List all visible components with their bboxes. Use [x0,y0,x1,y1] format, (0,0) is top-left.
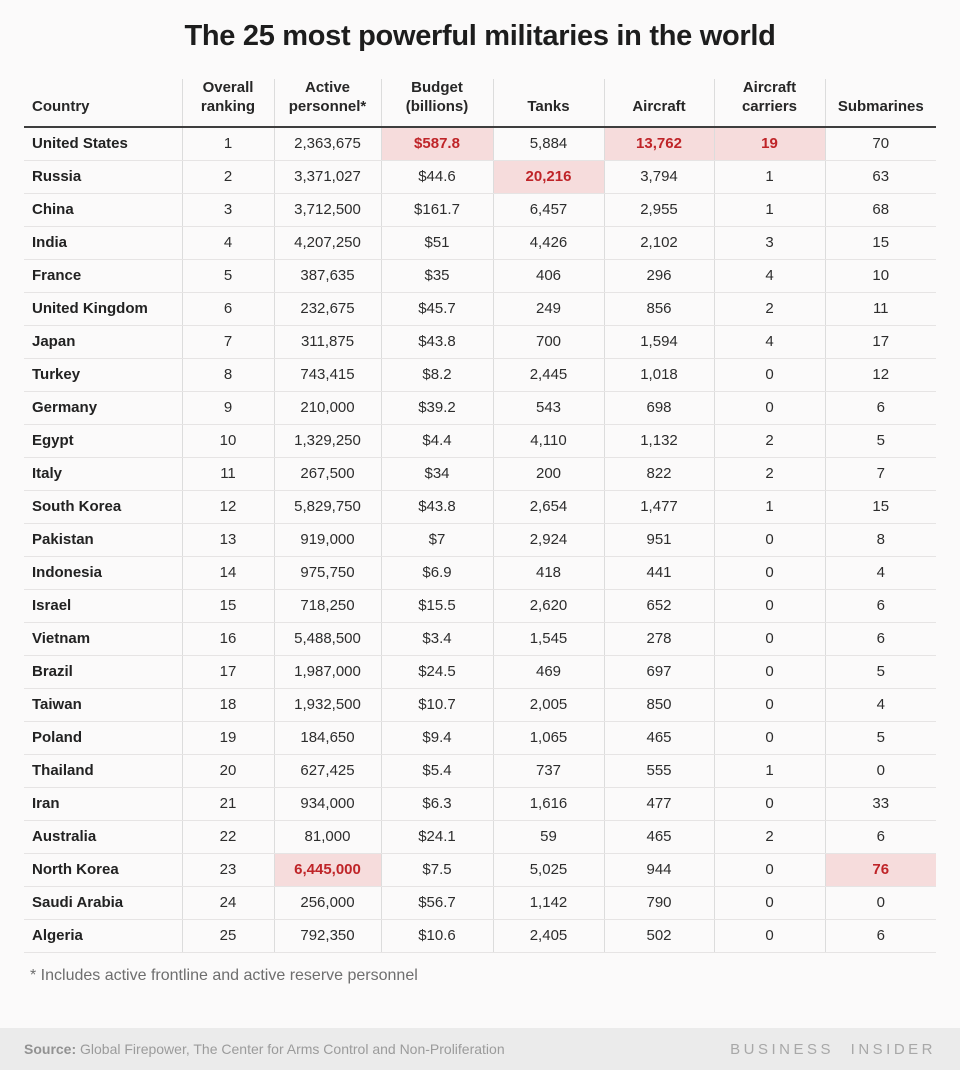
cell-tanks: 59 [493,820,604,853]
cell-country: India [24,226,182,259]
cell-aircraft: 502 [604,919,714,952]
cell-country: Egypt [24,424,182,457]
cell-ranking: 4 [182,226,274,259]
column-header-submarines: Submarines [825,79,936,127]
cell-submarines: 4 [825,688,936,721]
cell-carriers: 2 [714,457,825,490]
footer-bar [0,1028,960,1070]
cell-tanks: 700 [493,325,604,358]
cell-carriers: 0 [714,886,825,919]
cell-tanks: 200 [493,457,604,490]
cell-ranking: 13 [182,523,274,556]
cell-personnel: 267,500 [274,457,381,490]
cell-budget: $9.4 [381,721,493,754]
cell-tanks: 1,545 [493,622,604,655]
cell-personnel: 5,488,500 [274,622,381,655]
cell-aircraft: 555 [604,754,714,787]
cell-ranking: 15 [182,589,274,622]
cell-submarines: 0 [825,886,936,919]
cell-carriers: 0 [714,391,825,424]
cell-carriers: 4 [714,325,825,358]
cell-budget: $587.8 [381,127,493,161]
table-row [24,193,936,226]
cell-ranking: 25 [182,919,274,952]
cell-country: Taiwan [24,688,182,721]
cell-ranking: 16 [182,622,274,655]
cell-budget: $51 [381,226,493,259]
cell-tanks: 2,654 [493,490,604,523]
cell-budget: $3.4 [381,622,493,655]
cell-aircraft: 296 [604,259,714,292]
cell-aircraft: 2,102 [604,226,714,259]
cell-personnel: 210,000 [274,391,381,424]
table-row [24,523,936,556]
cell-submarines: 5 [825,424,936,457]
table-row [24,358,936,391]
cell-carriers: 0 [714,655,825,688]
table-row [24,589,936,622]
cell-personnel: 1,329,250 [274,424,381,457]
table-row [24,787,936,820]
cell-ranking: 18 [182,688,274,721]
column-header-budget: Budget (billions) [381,79,493,127]
cell-carriers: 0 [714,622,825,655]
cell-tanks: 249 [493,292,604,325]
cell-aircraft: 477 [604,787,714,820]
cell-country: Italy [24,457,182,490]
brand-logo: BUSINESS INSIDER [730,1040,936,1058]
cell-aircraft: 850 [604,688,714,721]
cell-tanks: 469 [493,655,604,688]
cell-aircraft: 278 [604,622,714,655]
cell-country: France [24,259,182,292]
table-row [24,919,936,952]
cell-personnel: 1,987,000 [274,655,381,688]
cell-personnel: 1,932,500 [274,688,381,721]
cell-ranking: 22 [182,820,274,853]
cell-budget: $8.2 [381,358,493,391]
cell-budget: $39.2 [381,391,493,424]
column-header-carriers: Aircraft carriers [714,79,825,127]
cell-personnel: 6,445,000 [274,853,381,886]
cell-submarines: 8 [825,523,936,556]
table-row [24,259,936,292]
table-row [24,622,936,655]
cell-aircraft: 13,762 [604,127,714,161]
cell-ranking: 6 [182,292,274,325]
cell-country: Saudi Arabia [24,886,182,919]
cell-budget: $43.8 [381,325,493,358]
source-value: Global Firepower, The Center for Arms Control and Non-Proliferation [80,1041,505,1057]
cell-tanks: 543 [493,391,604,424]
cell-submarines: 76 [825,853,936,886]
cell-submarines: 17 [825,325,936,358]
cell-submarines: 6 [825,391,936,424]
cell-submarines: 15 [825,226,936,259]
cell-tanks: 20,216 [493,160,604,193]
cell-submarines: 70 [825,127,936,161]
cell-carriers: 0 [714,853,825,886]
cell-tanks: 406 [493,259,604,292]
cell-submarines: 7 [825,457,936,490]
cell-country: Vietnam [24,622,182,655]
column-header-aircraft: Aircraft [604,79,714,127]
cell-carriers: 1 [714,754,825,787]
cell-tanks: 5,884 [493,127,604,161]
cell-submarines: 12 [825,358,936,391]
column-header-tanks: Tanks [493,79,604,127]
cell-carriers: 2 [714,820,825,853]
cell-budget: $35 [381,259,493,292]
cell-carriers: 0 [714,523,825,556]
cell-carriers: 3 [714,226,825,259]
cell-ranking: 17 [182,655,274,688]
cell-budget: $24.5 [381,655,493,688]
cell-personnel: 4,207,250 [274,226,381,259]
table-row [24,556,936,589]
cell-country: United States [24,127,182,161]
cell-personnel: 3,712,500 [274,193,381,226]
cell-ranking: 12 [182,490,274,523]
cell-ranking: 10 [182,424,274,457]
table-row [24,292,936,325]
cell-budget: $6.3 [381,787,493,820]
table-row [24,853,936,886]
cell-budget: $34 [381,457,493,490]
cell-tanks: 2,405 [493,919,604,952]
cell-personnel: 792,350 [274,919,381,952]
cell-carriers: 4 [714,259,825,292]
cell-country: Pakistan [24,523,182,556]
cell-submarines: 4 [825,556,936,589]
cell-personnel: 81,000 [274,820,381,853]
cell-tanks: 1,616 [493,787,604,820]
cell-budget: $24.1 [381,820,493,853]
table-row [24,424,936,457]
cell-tanks: 1,065 [493,721,604,754]
cell-personnel: 975,750 [274,556,381,589]
cell-country: Poland [24,721,182,754]
table-row [24,391,936,424]
cell-personnel: 743,415 [274,358,381,391]
cell-carriers: 0 [714,787,825,820]
cell-aircraft: 465 [604,721,714,754]
cell-ranking: 7 [182,325,274,358]
cell-submarines: 6 [825,622,936,655]
cell-ranking: 2 [182,160,274,193]
table-row [24,226,936,259]
cell-ranking: 21 [182,787,274,820]
cell-country: Australia [24,820,182,853]
source-text [24,1041,505,1057]
cell-budget: $44.6 [381,160,493,193]
table-row [24,655,936,688]
column-header-personnel: Active personnel* [274,79,381,127]
cell-ranking: 20 [182,754,274,787]
cell-personnel: 311,875 [274,325,381,358]
cell-personnel: 184,650 [274,721,381,754]
cell-aircraft: 822 [604,457,714,490]
table-body [24,127,936,953]
cell-submarines: 6 [825,919,936,952]
column-header-country: Country [32,97,90,115]
cell-budget: $10.6 [381,919,493,952]
cell-carriers: 2 [714,424,825,457]
cell-tanks: 2,445 [493,358,604,391]
cell-aircraft: 790 [604,886,714,919]
cell-submarines: 11 [825,292,936,325]
cell-country: Iran [24,787,182,820]
table-row [24,325,936,358]
cell-budget: $5.4 [381,754,493,787]
cell-tanks: 5,025 [493,853,604,886]
cell-budget: $15.5 [381,589,493,622]
cell-personnel: 919,000 [274,523,381,556]
cell-tanks: 4,426 [493,226,604,259]
cell-country: Turkey [24,358,182,391]
cell-submarines: 6 [825,820,936,853]
cell-country: South Korea [24,490,182,523]
cell-country: Japan [24,325,182,358]
cell-submarines: 15 [825,490,936,523]
cell-country: Russia [24,160,182,193]
cell-carriers: 0 [714,688,825,721]
infographic [0,20,960,985]
cell-aircraft: 698 [604,391,714,424]
cell-aircraft: 2,955 [604,193,714,226]
footnote: * Includes active frontline and active reserve personnel [30,966,418,984]
cell-aircraft: 697 [604,655,714,688]
cell-ranking: 19 [182,721,274,754]
cell-budget: $7 [381,523,493,556]
cell-country: Thailand [24,754,182,787]
cell-country: North Korea [24,853,182,886]
cell-budget: $6.9 [381,556,493,589]
cell-ranking: 14 [182,556,274,589]
cell-budget: $4.4 [381,424,493,457]
cell-budget: $7.5 [381,853,493,886]
cell-aircraft: 1,132 [604,424,714,457]
cell-country: United Kingdom [24,292,182,325]
table-row [24,688,936,721]
table-row [24,754,936,787]
cell-submarines: 68 [825,193,936,226]
cell-carriers: 0 [714,556,825,589]
cell-aircraft: 1,018 [604,358,714,391]
cell-ranking: 11 [182,457,274,490]
cell-tanks: 1,142 [493,886,604,919]
cell-aircraft: 944 [604,853,714,886]
table-row [24,160,936,193]
cell-aircraft: 652 [604,589,714,622]
cell-carriers: 0 [714,589,825,622]
cell-submarines: 6 [825,589,936,622]
cell-carriers: 1 [714,193,825,226]
table-row [24,127,936,161]
cell-personnel: 627,425 [274,754,381,787]
cell-ranking: 9 [182,391,274,424]
cell-carriers: 0 [714,919,825,952]
cell-tanks: 4,110 [493,424,604,457]
cell-country: Algeria [24,919,182,952]
cell-ranking: 23 [182,853,274,886]
cell-budget: $10.7 [381,688,493,721]
cell-tanks: 418 [493,556,604,589]
cell-tanks: 2,005 [493,688,604,721]
cell-ranking: 24 [182,886,274,919]
cell-aircraft: 1,477 [604,490,714,523]
cell-budget: $45.7 [381,292,493,325]
cell-ranking: 3 [182,193,274,226]
cell-carriers: 19 [714,127,825,161]
cell-submarines: 0 [825,754,936,787]
cell-country: Brazil [24,655,182,688]
cell-country: China [24,193,182,226]
cell-tanks: 6,457 [493,193,604,226]
cell-tanks: 2,620 [493,589,604,622]
cell-submarines: 33 [825,787,936,820]
table-row [24,820,936,853]
cell-aircraft: 1,594 [604,325,714,358]
cell-personnel: 2,363,675 [274,127,381,161]
table-row [24,457,936,490]
column-header-ranking: Overall ranking [182,79,274,127]
cell-aircraft: 441 [604,556,714,589]
militaries-table [24,79,936,953]
cell-ranking: 1 [182,127,274,161]
cell-budget: $56.7 [381,886,493,919]
cell-country: Indonesia [24,556,182,589]
cell-submarines: 5 [825,721,936,754]
cell-personnel: 256,000 [274,886,381,919]
cell-submarines: 5 [825,655,936,688]
cell-aircraft: 856 [604,292,714,325]
cell-personnel: 387,635 [274,259,381,292]
table-row [24,721,936,754]
cell-carriers: 2 [714,292,825,325]
cell-ranking: 8 [182,358,274,391]
cell-tanks: 2,924 [493,523,604,556]
cell-aircraft: 465 [604,820,714,853]
cell-personnel: 5,829,750 [274,490,381,523]
cell-personnel: 718,250 [274,589,381,622]
cell-personnel: 232,675 [274,292,381,325]
cell-aircraft: 3,794 [604,160,714,193]
cell-carriers: 0 [714,358,825,391]
cell-tanks: 737 [493,754,604,787]
cell-carriers: 0 [714,721,825,754]
cell-country: Israel [24,589,182,622]
cell-submarines: 63 [825,160,936,193]
cell-budget: $43.8 [381,490,493,523]
table-header-row [24,79,936,127]
cell-carriers: 1 [714,160,825,193]
cell-aircraft: 951 [604,523,714,556]
page-title: The 25 most powerful militaries in the world [184,20,776,52]
source-label: Source: [24,1041,77,1057]
cell-personnel: 934,000 [274,787,381,820]
cell-submarines: 10 [825,259,936,292]
cell-personnel: 3,371,027 [274,160,381,193]
table-row [24,490,936,523]
cell-ranking: 5 [182,259,274,292]
table-row [24,886,936,919]
cell-carriers: 1 [714,490,825,523]
cell-budget: $161.7 [381,193,493,226]
cell-country: Germany [24,391,182,424]
